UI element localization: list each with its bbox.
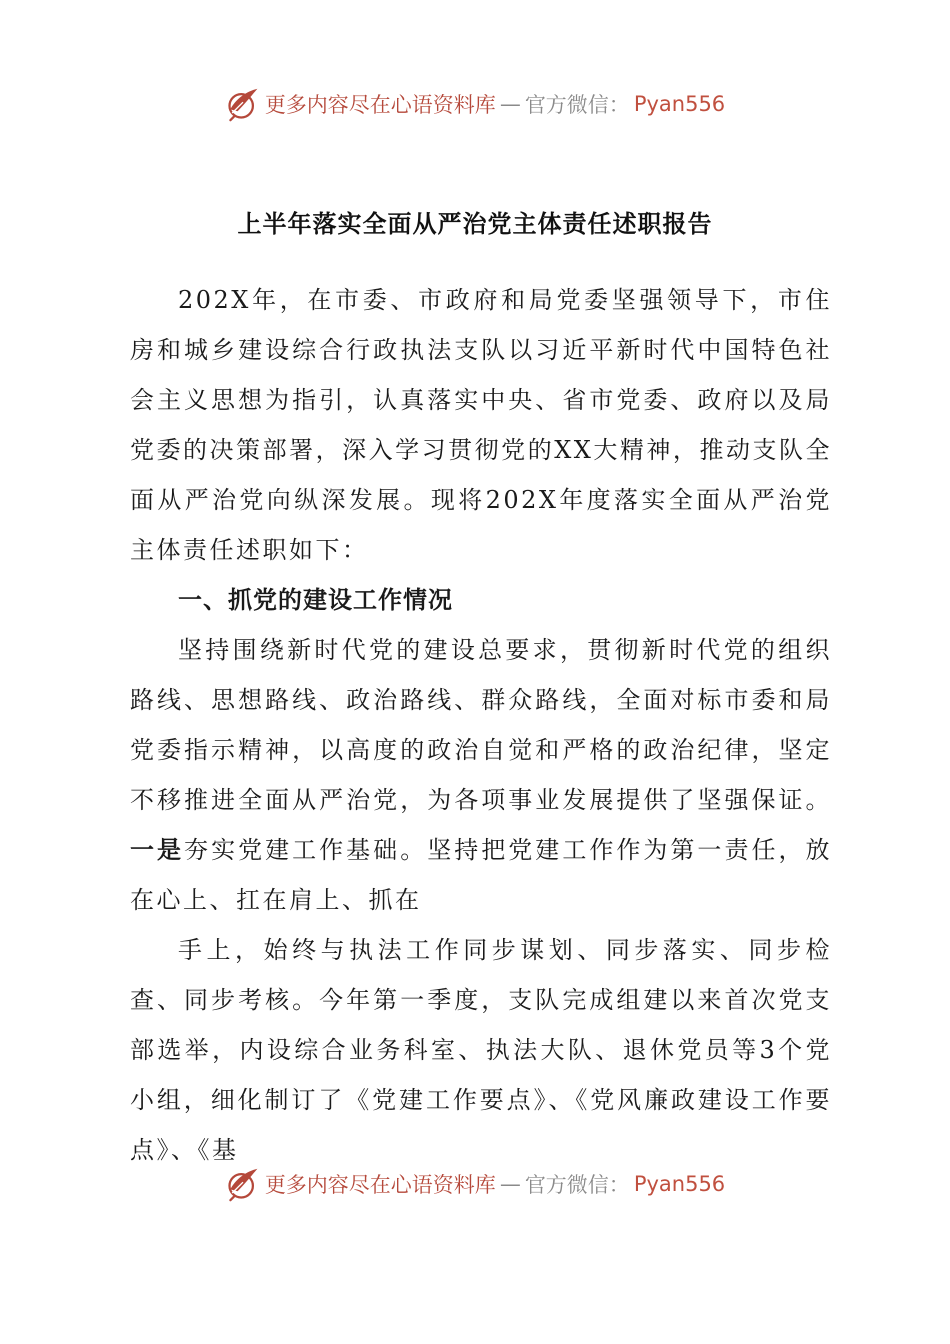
banner-dash: — (499, 92, 521, 116)
banner-text: 更多内容尽在心语资料库 (264, 93, 496, 117)
banner-wechat-label: 官方微信： (524, 1173, 630, 1197)
banner-dash: — (499, 1172, 521, 1196)
banner-wechat-id: Pyan556 (633, 1172, 726, 1196)
paragraph-text: 夯实党建工作基础。坚持把党建工作作为第一责任，放在心上、扛在肩上、抓在 (130, 836, 833, 914)
document-title: 上半年落实全面从严治党主体责任述职报告 (237, 210, 713, 238)
banner-wechat-label: 官方微信： (524, 93, 630, 117)
header-watermark-banner (0, 82, 950, 126)
section-paragraph: 手上，始终与执法工作同步谋划、同步落实、同步检查、同步考核。今年第一季度，支队完成组建以来首次党支部选举，内设综合业务科室、执法大队、退休党员等3个党小组，细化制订了《党建工作要点》、《党风廉政建设工作要点》、《基 (130, 936, 832, 1164)
intro-paragraph: 202X年，在市委、市政府和局党委坚强领导下，市住房和城乡建设综合行政执法支队以习近平新时代中国特色社会主义思想为指引，认真落实中央、省市党委、政府以及局党委的决策部署，深入学习贯彻党的XX大精神，推动支队全面从严治党向纵深发展。现将202X年度落实全面从严治党主体责任述职如下： (130, 286, 832, 564)
paragraph-lead-phrase: 一是 (130, 836, 185, 864)
feather-pen-logo-icon (225, 86, 261, 122)
feather-pen-logo-icon (225, 1166, 261, 1202)
banner-text: 更多内容尽在心语资料库 (264, 1173, 496, 1197)
footer-watermark-banner (0, 1162, 950, 1206)
section-paragraph (130, 625, 832, 925)
paragraph-text: 坚持围绕新时代党的建设总要求，贯彻新时代党的组织路线、思想路线、政治路线、群众路线，全面对标市委和局党委指示精神，以高度的政治自觉和严格的政治纪律，坚定不移推进全面从严治党，为各项事业发展提供了坚强保证。 (130, 636, 832, 814)
banner-wechat-id: Pyan556 (633, 92, 726, 116)
section-heading: 一、抓党的建设工作情况 (178, 586, 453, 614)
document-body (130, 275, 832, 1175)
